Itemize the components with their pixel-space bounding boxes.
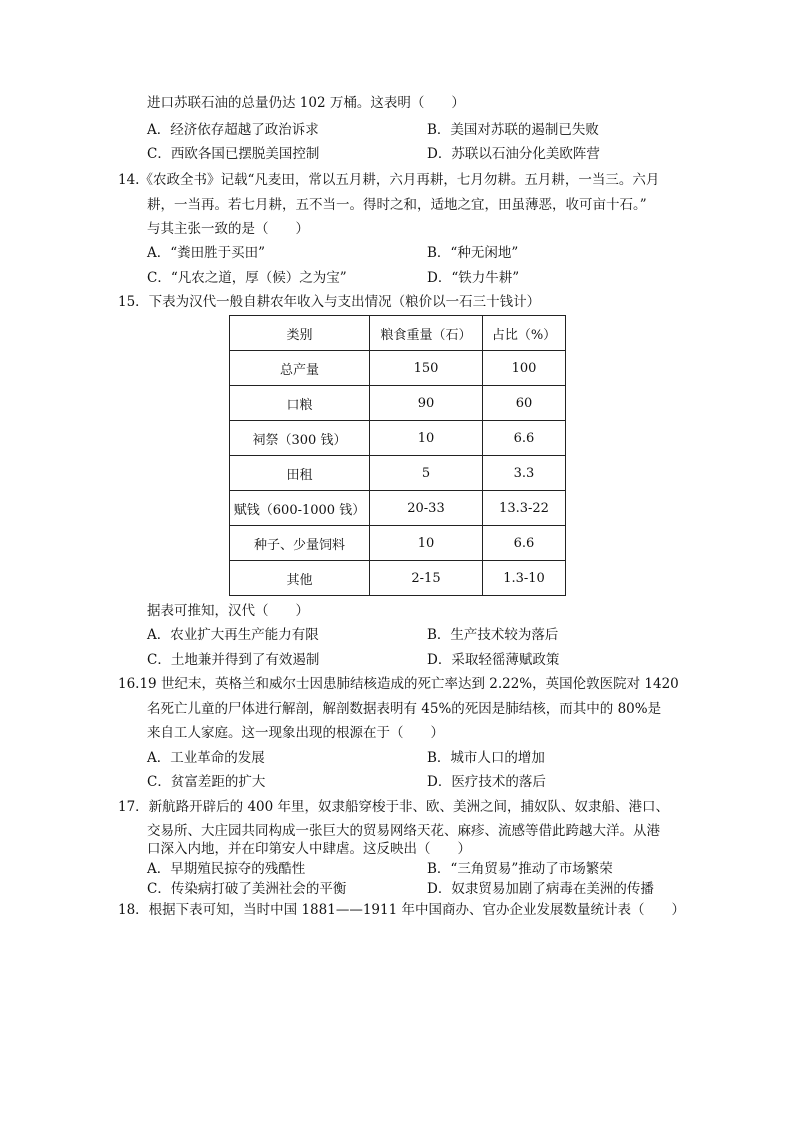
table-header-cell: 类别: [230, 316, 370, 351]
q17-option-a[interactable]: A．早期殖民掠夺的残酷性: [147, 861, 306, 877]
table-row: [230, 561, 566, 596]
table-row: [230, 386, 566, 421]
q17-option-d[interactable]: D．奴隶贸易加剧了病毒在美洲的传播: [427, 881, 654, 897]
table-row: [230, 456, 566, 491]
q17-option-b[interactable]: B．“三角贸易”推动了市场繁荣: [427, 861, 613, 877]
table-cell: 祠祭（300 钱）: [230, 421, 370, 456]
table-cell: 2-15: [370, 561, 483, 596]
q13-option-c[interactable]: C．西欧各国已摆脱美国控制: [147, 146, 320, 162]
table-cell: 其他: [230, 561, 370, 596]
q15-option-a[interactable]: A．农业扩大再生产能力有限: [147, 627, 319, 643]
q13-option-b[interactable]: B．美国对苏联的遏制已失败: [427, 122, 599, 138]
table-header-cell: 粮食重量（石）: [370, 316, 483, 351]
table-cell: 10: [370, 421, 483, 456]
table-cell: 90: [370, 386, 483, 421]
q14-stem-line-2: 耕，一当再。若七月耕，五不当一。得时之和，适地之宜，田虽薄恶，收可亩十石。”: [147, 197, 647, 213]
q16-option-d[interactable]: D．医疗技术的落后: [427, 774, 546, 790]
q17-stem-line-1: 17．新航路开辟后的 400 年里，奴隶船穿梭于非、欧、美洲之间，捕奴队、奴隶船、港口、: [118, 799, 670, 815]
table-cell: 5: [370, 456, 483, 491]
table-row: [230, 526, 566, 561]
table-row: [230, 491, 566, 526]
table-row: [230, 351, 566, 386]
table-header-cell: 占比（%）: [483, 316, 566, 351]
q17-stem-line-2: 交易所、大庄园共同构成一张巨大的贸易网络天花、麻疹、流感等借此跨越大洋。从港: [147, 823, 660, 839]
q16-stem-line-3: 来自工人家庭。这一现象出现的根源在于（ ）: [147, 725, 444, 741]
q16-stem-line-1: 16.19 世纪末，英格兰和威尔士因患肺结核造成的死亡率达到 2.22%，英国伦敦医院对 1420: [118, 676, 679, 692]
q14-option-b[interactable]: B．“种无闲地”: [427, 245, 519, 261]
q13-option-d[interactable]: D．苏联以石油分化美欧阵营: [427, 146, 600, 162]
table-cell: 3.3: [483, 456, 566, 491]
q17-option-c[interactable]: C．传染病打破了美洲社会的平衡: [147, 881, 347, 897]
table-cell: 赋钱（600-1000 钱）: [230, 491, 370, 526]
q15-option-c[interactable]: C．土地兼并得到了有效遏制: [147, 652, 320, 668]
table-cell: 150: [370, 351, 483, 386]
q14-option-a[interactable]: A．“粪田胜于买田”: [147, 245, 266, 261]
table-cell: 20-33: [370, 491, 483, 526]
q14-stem-line-1: 14.《农政全书》记载“凡麦田，常以五月耕，六月再耕，七月勿耕。五月耕，一当三。六月: [118, 172, 660, 188]
q17-stem-line-3: 口深入内地，并在印第安人中肆虐。这反映出（ ）: [147, 841, 471, 857]
table-cell: 1.3-10: [483, 561, 566, 596]
q13-stem-tail: 进口苏联石油的总量仍达 102 万桶。这表明（ ）: [147, 95, 465, 111]
income-expense-table: [229, 315, 566, 596]
q16-option-a[interactable]: A．工业革命的发展: [147, 750, 265, 766]
table-header-row: [230, 316, 566, 351]
table-cell: 6.6: [483, 526, 566, 561]
q15-inference: 据表可推知，汉代（ ）: [147, 603, 309, 619]
table-cell: 100: [483, 351, 566, 386]
q16-stem-line-2: 名死亡儿童的尸体进行解剖，解剖数据表明有 45%的死因是肺结核，而其中的 80%是: [147, 701, 662, 717]
q14-stem-line-3: 与其主张一致的是（ ）: [147, 221, 309, 237]
table-row: [230, 421, 566, 456]
table-cell: 口粮: [230, 386, 370, 421]
table-cell: 总产量: [230, 351, 370, 386]
q14-option-c[interactable]: C．“凡农之道，厚（候）之为宝”: [147, 270, 347, 286]
table-cell: 60: [483, 386, 566, 421]
table-cell: 种子、少量饲料: [230, 526, 370, 561]
table-cell: 13.3-22: [483, 491, 566, 526]
q14-option-d[interactable]: D．“铁力牛耕”: [427, 270, 520, 286]
q15-option-d[interactable]: D．采取轻徭薄赋政策: [427, 652, 560, 668]
table-cell: 田租: [230, 456, 370, 491]
q16-option-b[interactable]: B．城市人口的增加: [427, 750, 545, 766]
q13-option-a[interactable]: A．经济依存超越了政治诉求: [147, 122, 319, 138]
q15-stem: 15．下表为汉代一般自耕农年收入与支出情况（粮价以一石三十钱计）: [118, 294, 541, 310]
table-cell: 6.6: [483, 421, 566, 456]
q15-option-b[interactable]: B．生产技术较为落后: [427, 627, 559, 643]
q18-stem: 18．根据下表可知，当时中国 1881——1911 年中国商办、官办企业发展数量统计表（ ）: [118, 902, 685, 918]
table-cell: 10: [370, 526, 483, 561]
q16-option-c[interactable]: C．贫富差距的扩大: [147, 774, 266, 790]
